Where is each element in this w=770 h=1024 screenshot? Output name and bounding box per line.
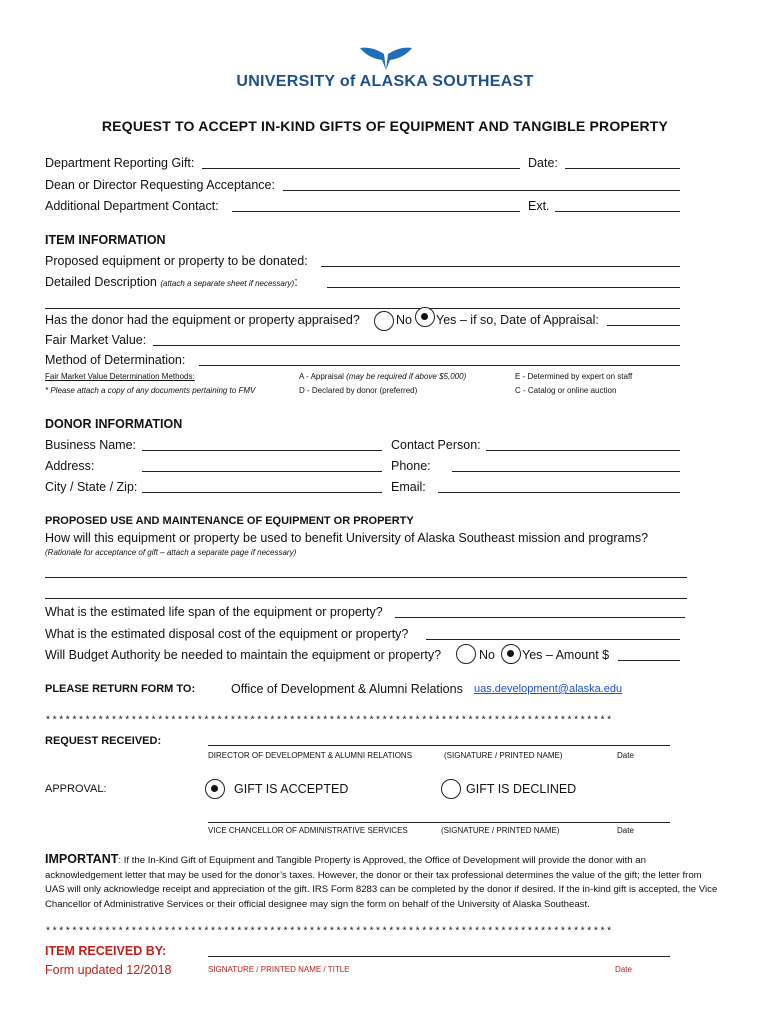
important-paragraph: IMPORTANT: If the In-Kind Gift of Equipment and Tangible Property is Approved, the Office of Development will provide the donor with an acknowledgement letter that may be used for the donor’s taxes. However, the donor or their tax professional determines the value of the gift; the letter from UAS will only acknowledge receipt and appreciation of the gift. IRS Form 8283 can be completed by the donor if desired. If the in-kind gift is accepted, the Vice Chancellor of Administrative Services or their official designee may sign the form on behalf of the University of Alaska Southeast. xyxy=(45,852,718,910)
use-field-line1[interactable] xyxy=(45,577,687,578)
item-info-heading: ITEM INFORMATION xyxy=(45,233,166,247)
attach-note: * Please attach a copy of any documents pertaining to FMV xyxy=(45,386,256,395)
disposal-field[interactable] xyxy=(426,639,680,640)
footer-signature-caption: SIGNATURE / PRINTED NAME / TITLE xyxy=(208,965,350,974)
date-field[interactable] xyxy=(565,168,680,169)
fmv-label: Fair Market Value: xyxy=(45,333,147,347)
appraised-no-radio[interactable] xyxy=(374,311,394,331)
method-e: E - Determined by expert on staff xyxy=(515,372,633,381)
vice-chancellor-caption: VICE CHANCELLOR OF ADMINISTRATIVE SERVICES xyxy=(208,826,408,835)
disposal-question: What is the estimated disposal cost of the equipment or property? xyxy=(45,627,409,641)
city-field[interactable] xyxy=(142,492,382,493)
additional-contact-field[interactable] xyxy=(232,211,520,212)
email-label: Email: xyxy=(391,480,426,494)
ext-field[interactable] xyxy=(555,211,680,212)
proposed-field[interactable] xyxy=(321,266,680,267)
item-received-label: ITEM RECEIVED BY: xyxy=(45,944,167,958)
how-question: How will this equipment or property be used to benefit University of Alaska Southeast mission and programs? xyxy=(45,531,649,545)
approval-date-caption: Date xyxy=(617,826,634,835)
approval-label: APPROVAL: xyxy=(45,783,107,795)
date-label: Date: xyxy=(528,156,558,170)
method-d: D - Declared by donor (preferred) xyxy=(299,386,418,395)
dept-gift-field[interactable] xyxy=(202,168,520,169)
separator-stars-bottom: ************************************************************************************** xyxy=(45,927,613,938)
method-label: Method of Determination: xyxy=(45,353,186,367)
footer-date-caption: Date xyxy=(615,965,632,974)
dept-gift-label: Department Reporting Gift: xyxy=(45,156,195,170)
approval-signature-caption: (SIGNATURE / PRINTED NAME) xyxy=(441,826,560,835)
ext-label: Ext. xyxy=(528,199,550,213)
separator-stars: ************************************************************************************** xyxy=(45,716,613,727)
contact-field[interactable] xyxy=(486,450,680,451)
detailed-label: Detailed Description (attach a separate sheet if necessary): xyxy=(45,275,298,289)
email-field[interactable] xyxy=(438,492,680,493)
budget-question: Will Budget Authority be needed to maintain the equipment or property? xyxy=(45,648,442,662)
gift-declined-radio[interactable] xyxy=(441,779,461,799)
signature-caption: (SIGNATURE / PRINTED NAME) xyxy=(444,751,563,760)
appraised-yes-label: Yes – if so, Date of Appraisal: xyxy=(436,313,599,327)
gift-accepted-label: GIFT IS ACCEPTED xyxy=(234,782,349,796)
director-caption: DIRECTOR OF DEVELOPMENT & ALUMNI RELATIONS xyxy=(208,751,413,760)
appraised-no-label: No xyxy=(396,313,412,327)
proposed-use-heading: PROPOSED USE AND MAINTENANCE OF EQUIPMENT OR PROPERTY xyxy=(45,515,414,527)
request-received-label: REQUEST RECEIVED: xyxy=(45,735,162,747)
method-c: C - Catalog or online auction xyxy=(515,386,617,395)
contact-label: Contact Person: xyxy=(391,438,481,452)
item-received-signature-line[interactable] xyxy=(208,956,670,957)
appraised-question: Has the donor had the equipment or property appraised? xyxy=(45,313,360,327)
phone-field[interactable] xyxy=(452,471,680,472)
budget-yes-radio[interactable] xyxy=(501,644,521,664)
dean-field[interactable] xyxy=(283,190,680,191)
phone-label: Phone: xyxy=(391,459,431,473)
appraisal-date-field[interactable] xyxy=(607,325,680,326)
lifespan-field[interactable] xyxy=(395,617,685,618)
method-field[interactable] xyxy=(199,365,680,366)
page-title: REQUEST TO ACCEPT IN-KIND GIFTS OF EQUIPMENT AND TANGIBLE PROPERTY xyxy=(101,118,669,134)
return-label: PLEASE RETURN FORM TO: xyxy=(45,683,196,695)
fmv-field[interactable] xyxy=(153,345,680,346)
budget-amount-field[interactable] xyxy=(618,660,680,661)
appraised-yes-radio[interactable] xyxy=(415,307,435,327)
business-field[interactable] xyxy=(142,450,382,451)
return-email-link[interactable]: uas.development@alaska.edu xyxy=(474,683,623,695)
business-label: Business Name: xyxy=(45,438,137,452)
date-caption: Date xyxy=(617,751,634,760)
use-field-line2[interactable] xyxy=(45,598,687,599)
fmv-methods-heading: Fair Market Value Determination Methods: xyxy=(45,372,195,381)
detailed-field-line2[interactable] xyxy=(45,308,680,309)
donor-info-heading: DONOR INFORMATION xyxy=(45,417,183,431)
gift-accepted-radio[interactable] xyxy=(205,779,225,799)
request-received-signature-line[interactable] xyxy=(208,745,670,746)
form-updated: Form updated 12/2018 xyxy=(45,963,172,977)
approval-signature-line[interactable] xyxy=(208,822,670,823)
return-office: Office of Development & Alumni Relations xyxy=(231,682,463,696)
whale-tail-logo-icon xyxy=(358,44,414,72)
university-logo-text: UNIVERSITY of ALASKA SOUTHEAST xyxy=(236,73,534,90)
city-label: City / State / Zip: xyxy=(45,480,138,494)
budget-no-radio[interactable] xyxy=(456,644,476,664)
dean-label: Dean or Director Requesting Acceptance: xyxy=(45,178,275,192)
lifespan-question: What is the estimated life span of the equipment or property? xyxy=(45,605,383,619)
budget-no-label: No xyxy=(479,648,495,662)
address-field[interactable] xyxy=(142,471,382,472)
proposed-label: Proposed equipment or property to be donated: xyxy=(45,254,308,268)
rationale-note: (Rationale for acceptance of gift – attach a separate page if necessary) xyxy=(45,548,297,557)
gift-declined-label: GIFT IS DECLINED xyxy=(466,782,577,796)
budget-yes-label: Yes – Amount $ xyxy=(522,648,610,662)
additional-contact-label: Additional Department Contact: xyxy=(45,199,219,213)
method-a: A - Appraisal (may be required if above $5,000) xyxy=(299,372,467,381)
address-label: Address: xyxy=(45,459,95,473)
detailed-field[interactable] xyxy=(327,287,680,288)
